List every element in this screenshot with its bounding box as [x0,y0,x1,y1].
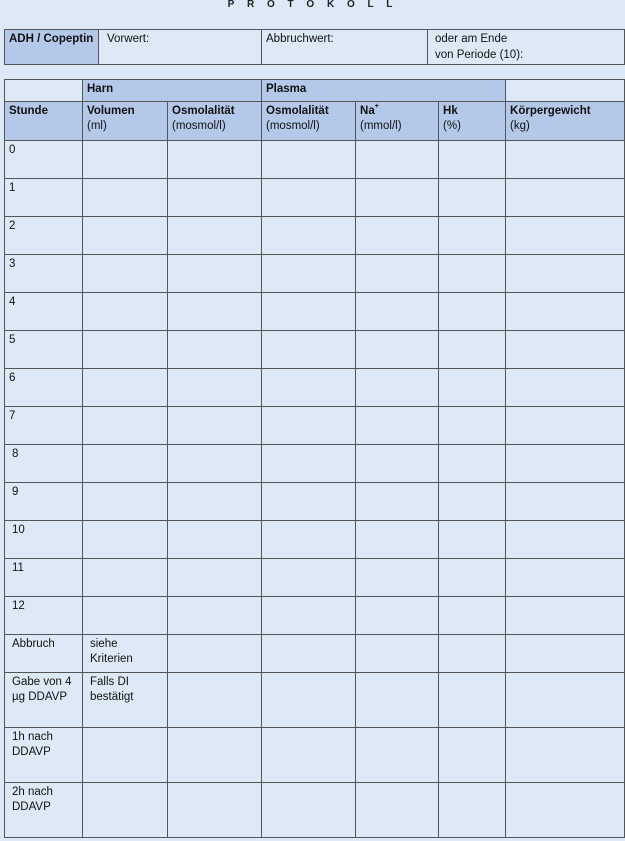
cell-hk[interactable] [439,141,506,179]
cell-koerpergewicht[interactable] [506,331,625,369]
end-period-label-2: von Periode (10): [435,49,524,61]
cell-hk[interactable] [439,635,506,673]
cell-harn-osmolalitaet[interactable] [168,141,262,179]
cell-koerpergewicht[interactable] [506,559,625,597]
hour-label: 11 [12,562,24,574]
hour-row [5,179,625,217]
cell-hk[interactable] [439,783,506,838]
hour-label: 3 [9,258,16,270]
group-plasma: Plasma [262,80,506,102]
vorwert-field[interactable] [99,30,262,65]
cell-harn-osmolalitaet[interactable] [168,331,262,369]
cell-koerpergewicht[interactable] [506,673,625,728]
row-label-cell [5,407,83,445]
abbruch-label: Abbruch [12,638,55,650]
ddavp-note-1: Falls DI [90,676,129,688]
row-label-cell [5,559,83,597]
abbruch-row [5,635,625,673]
cell-natrium[interactable] [356,635,439,673]
hour-row [5,141,625,179]
cell-hk[interactable] [439,521,506,559]
cell-plasma-osmolalitaet[interactable] [262,521,356,559]
row-label-cell [5,293,83,331]
col-stunde: Stunde [5,102,83,141]
cell-harn-osmolalitaet[interactable] [168,673,262,728]
hour-label: 2 [9,220,16,232]
row-label-cell [5,728,83,783]
cell-koerpergewicht[interactable] [506,369,625,407]
col-koerpergewicht: Körpergewicht (kg) [506,102,625,141]
cell-harn-osmolalitaet[interactable] [168,521,262,559]
cell-plasma-osmolalitaet[interactable] [262,217,356,255]
vorwert-label: Vorwert: [107,33,150,45]
row-label-cell [5,521,83,559]
end-period-field[interactable] [428,30,625,65]
cell-harn-osmolalitaet[interactable] [168,483,262,521]
cell-koerpergewicht[interactable] [506,521,625,559]
cell-koerpergewicht[interactable] [506,255,625,293]
after-ddavp-label-1: 1h nach [12,731,53,743]
cell-natrium[interactable] [356,255,439,293]
cell-koerpergewicht[interactable] [506,141,625,179]
cell-volumen[interactable] [83,445,168,483]
cell-harn-osmolalitaet[interactable] [168,179,262,217]
cell-harn-osmolalitaet[interactable] [168,635,262,673]
cell-hk[interactable] [439,673,506,728]
cell-hk[interactable] [439,331,506,369]
cell-hk[interactable] [439,179,506,217]
abbruch-note-1: siehe [90,638,118,650]
cell-hk[interactable] [439,559,506,597]
hour-label: 6 [9,372,16,384]
cell-volumen[interactable] [83,673,168,728]
cell-natrium[interactable] [356,483,439,521]
cell-plasma-osmolalitaet[interactable] [262,255,356,293]
cell-harn-osmolalitaet[interactable] [168,369,262,407]
cell-natrium[interactable] [356,728,439,783]
after-ddavp-label-2: DDAVP [12,801,51,813]
cell-koerpergewicht[interactable] [506,445,625,483]
cell-koerpergewicht[interactable] [506,597,625,635]
col-volumen: Volumen (ml) [83,102,168,141]
hour-label: 10 [12,524,25,536]
cell-natrium[interactable] [356,597,439,635]
row-label-cell [5,673,83,728]
cell-volumen[interactable] [83,179,168,217]
hour-label: 4 [9,296,16,308]
hour-row [5,217,625,255]
row-label-cell [5,597,83,635]
cell-plasma-osmolalitaet[interactable] [262,635,356,673]
cell-hk[interactable] [439,217,506,255]
cell-volumen[interactable] [83,369,168,407]
cell-harn-osmolalitaet[interactable] [168,783,262,838]
group-harn: Harn [83,80,262,102]
cell-volumen[interactable] [83,331,168,369]
row-label-cell [5,783,83,838]
row-label-cell [5,483,83,521]
ddavp-label-1: Gabe von 4 [12,676,72,688]
col-harn-osmolalitaet: Osmolalität (mosmol/l) [168,102,262,141]
cell-plasma-osmolalitaet[interactable] [262,331,356,369]
hour-label: 0 [9,144,16,156]
cell-natrium[interactable] [356,369,439,407]
cell-natrium[interactable] [356,445,439,483]
cell-natrium[interactable] [356,559,439,597]
cell-hk[interactable] [439,255,506,293]
hour-row [5,559,625,597]
cell-volumen[interactable] [83,559,168,597]
after-ddavp-label-1: 2h nach [12,786,53,798]
cell-volumen[interactable] [83,483,168,521]
hour-label: 9 [12,486,19,498]
cell-natrium[interactable] [356,521,439,559]
cell-natrium[interactable] [356,179,439,217]
protocol-table [4,79,625,838]
col-natrium: Na+ (mmol/l) [356,102,439,141]
cell-hk[interactable] [439,407,506,445]
row-label-cell [5,141,83,179]
cell-koerpergewicht[interactable] [506,635,625,673]
header-table [4,29,625,65]
abbruchwert-label: Abbruchwert: [266,33,334,45]
row-label-cell [5,255,83,293]
ddavp-note-2: bestätigt [90,691,134,703]
cell-plasma-osmolalitaet[interactable] [262,179,356,217]
cell-koerpergewicht[interactable] [506,293,625,331]
cell-plasma-osmolalitaet[interactable] [262,293,356,331]
group-header-row [5,80,625,102]
cell-harn-osmolalitaet[interactable] [168,293,262,331]
hour-row [5,369,625,407]
cell-natrium[interactable] [356,217,439,255]
end-period-label-1: oder am Ende [435,33,508,45]
cell-koerpergewicht[interactable] [506,179,625,217]
page-title: P R O T O K O L L [227,0,398,10]
cell-volumen[interactable] [83,217,168,255]
cell-harn-osmolalitaet[interactable] [168,728,262,783]
ddavp-row [5,673,625,728]
cell-koerpergewicht[interactable] [506,783,625,838]
cell-plasma-osmolalitaet[interactable] [262,597,356,635]
col-hk: Hk (%) [439,102,506,141]
cell-volumen[interactable] [83,141,168,179]
cell-volumen[interactable] [83,521,168,559]
cell-koerpergewicht[interactable] [506,483,625,521]
cell-plasma-osmolalitaet[interactable] [262,728,356,783]
col-plasma-osmolalitaet: Osmolalität (mosmol/l) [262,102,356,141]
hour-label: 8 [12,448,19,460]
group-empty-cell [5,80,83,102]
cell-natrium[interactable] [356,141,439,179]
adh-copeptin-label: ADH / Copeptin [5,30,99,65]
cell-volumen[interactable] [83,293,168,331]
abbruch-note-2: Kriterien [90,653,133,665]
cell-harn-osmolalitaet[interactable] [168,559,262,597]
cell-plasma-osmolalitaet[interactable] [262,369,356,407]
cell-volumen[interactable] [83,783,168,838]
cell-harn-osmolalitaet[interactable] [168,445,262,483]
cell-plasma-osmolalitaet[interactable] [262,141,356,179]
abbruchwert-field[interactable] [262,30,428,65]
cell-hk[interactable] [439,597,506,635]
hour-label: 12 [12,600,25,612]
row-label-cell [5,369,83,407]
after-ddavp-row [5,783,625,838]
row-label-cell [5,179,83,217]
cell-plasma-osmolalitaet[interactable] [262,559,356,597]
cell-hk[interactable] [439,369,506,407]
cell-plasma-osmolalitaet[interactable] [262,445,356,483]
row-label-cell [5,445,83,483]
cell-natrium[interactable] [356,293,439,331]
cell-hk[interactable] [439,483,506,521]
cell-volumen[interactable] [83,255,168,293]
cell-natrium[interactable] [356,331,439,369]
hour-row [5,407,625,445]
cell-volumen[interactable] [83,407,168,445]
ddavp-label-2: µg DDAVP [12,691,67,703]
hour-row [5,255,625,293]
row-label-cell [5,635,83,673]
hour-row [5,293,625,331]
cell-koerpergewicht[interactable] [506,407,625,445]
cell-natrium[interactable] [356,783,439,838]
cell-volumen[interactable] [83,728,168,783]
after-ddavp-label-2: DDAVP [12,746,51,758]
hour-row [5,521,625,559]
cell-hk[interactable] [439,293,506,331]
hour-row [5,483,625,521]
cell-hk[interactable] [439,728,506,783]
cell-hk[interactable] [439,445,506,483]
cell-harn-osmolalitaet[interactable] [168,597,262,635]
hour-row [5,597,625,635]
row-label-cell [5,217,83,255]
cell-koerpergewicht[interactable] [506,728,625,783]
cell-harn-osmolalitaet[interactable] [168,217,262,255]
cell-harn-osmolalitaet[interactable] [168,407,262,445]
column-header-row [5,102,625,141]
cell-natrium[interactable] [356,673,439,728]
after-ddavp-row [5,728,625,783]
cell-plasma-osmolalitaet[interactable] [262,483,356,521]
cell-volumen[interactable] [83,635,168,673]
hour-label: 1 [9,182,16,194]
hour-row [5,331,625,369]
cell-plasma-osmolalitaet[interactable] [262,407,356,445]
cell-harn-osmolalitaet[interactable] [168,255,262,293]
row-label-cell [5,331,83,369]
hour-label: 5 [9,334,16,346]
hour-row [5,445,625,483]
cell-volumen[interactable] [83,597,168,635]
cell-plasma-osmolalitaet[interactable] [262,673,356,728]
cell-koerpergewicht[interactable] [506,217,625,255]
cell-plasma-osmolalitaet[interactable] [262,783,356,838]
cell-natrium[interactable] [356,407,439,445]
group-empty-cell [506,80,625,102]
hour-label: 7 [9,410,16,422]
